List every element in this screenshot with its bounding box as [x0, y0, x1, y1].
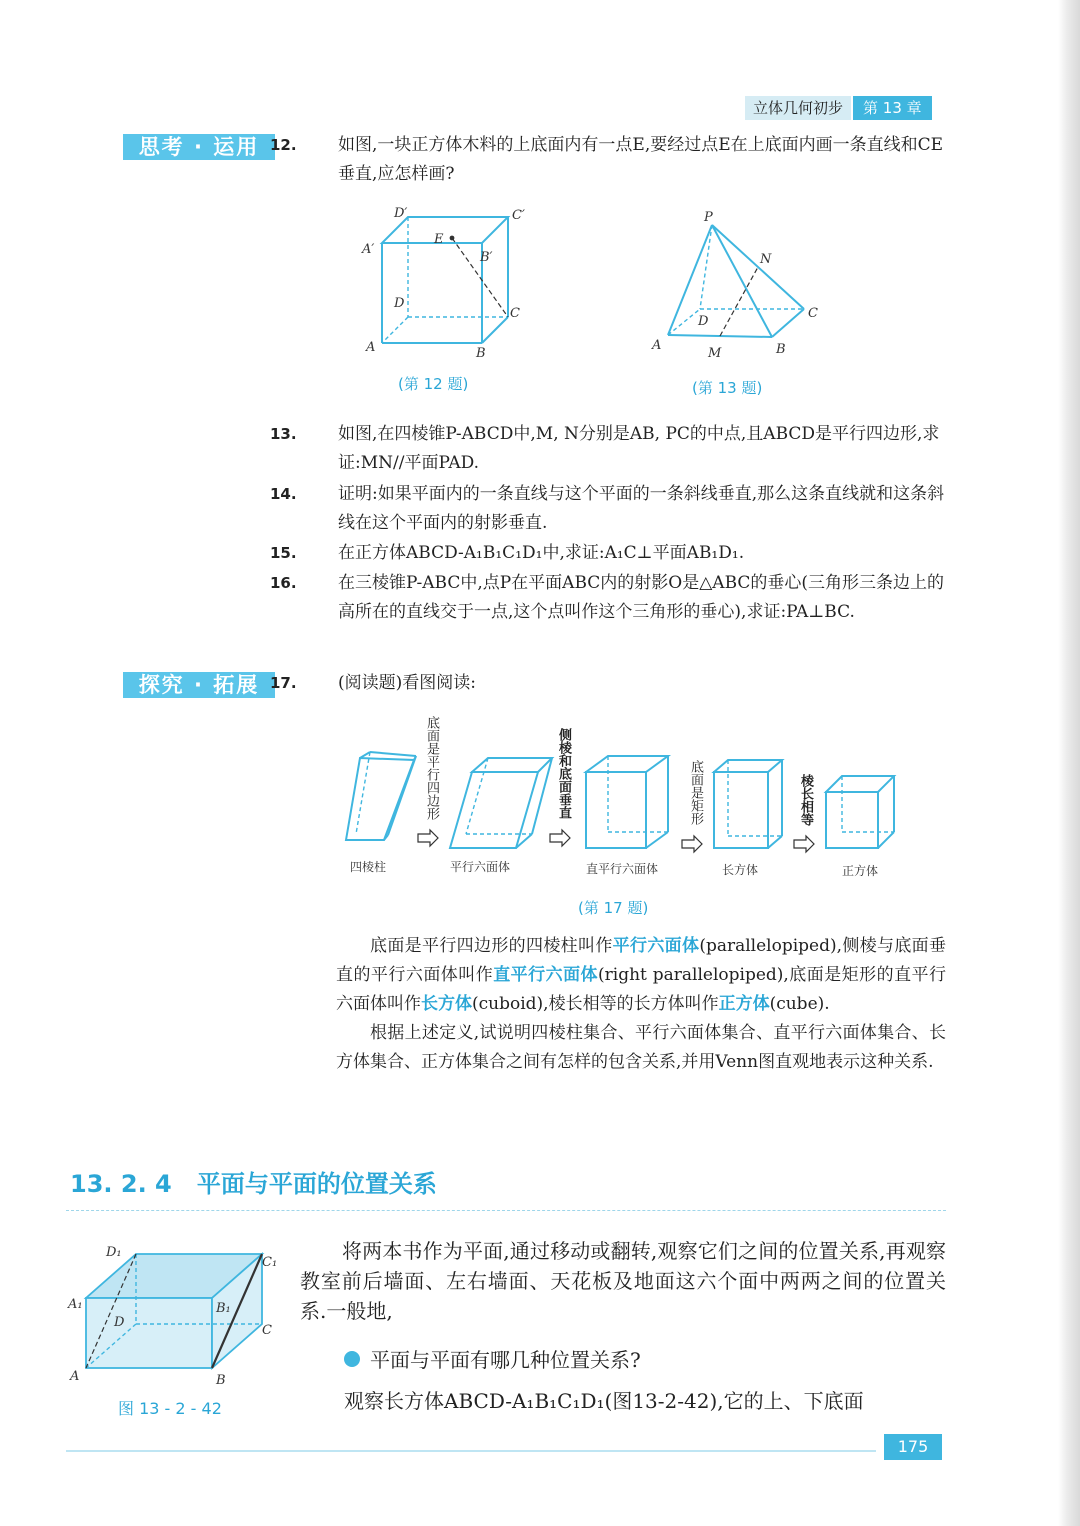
arrow-label: 侧棱和底面垂直 [556, 728, 571, 819]
bullet-dot-icon [344, 1351, 360, 1367]
label-e: E [434, 232, 444, 247]
page-number: 175 [884, 1434, 942, 1460]
observe-paragraph: 观察长方体ABCD-A₁B₁C₁D₁(图13-2-42),它的上、下底面 [344, 1389, 864, 1413]
label-p: P [704, 210, 713, 225]
label-a: A [366, 340, 376, 355]
right-arrow-icon [550, 830, 570, 846]
figure-12-cube [360, 205, 540, 365]
label-b1: B₁ [216, 1301, 231, 1316]
reading-text: (cube). [769, 994, 830, 1014]
reading-paragraph-2: 根据上述定义,试说明四棱柱集合、平行六面体集合、直平行六面体集合、长方体集合、正方体集合之间有怎样的包含关系,并用Venn图直观地表示这种关系. [336, 1023, 946, 1072]
shape-cube [826, 776, 894, 848]
problem-number: 16. [270, 574, 297, 592]
bullet-question-text: 平面与平面有哪几种位置关系? [370, 1348, 641, 1372]
caption-fig12: (第 12 题) [398, 375, 469, 393]
shape-right-parallelepiped [586, 756, 668, 848]
intro-paragraph: 将两本书作为平面,通过移动或翻转,观察它们之间的位置关系,再观察教室前后墙面、左右墙面、天花板及地面这六个面中两两之间的位置关系.一般地, [300, 1239, 946, 1323]
problem-12 [270, 131, 949, 189]
right-arrow-icon [682, 836, 702, 852]
problem-number: 17. [270, 674, 297, 692]
problem-14 [270, 480, 949, 538]
figure-13-2-42-cuboid [66, 1244, 286, 1394]
label-b1: B′ [480, 250, 493, 265]
term-right-parallelepiped: 直平行六面体 [493, 965, 599, 985]
shape-label: 四棱柱 [350, 860, 387, 874]
right-arrow-icon [794, 836, 814, 852]
explore-extend-label: 探究 · 拓展 [123, 672, 275, 698]
figure-13-pyramid [648, 205, 828, 365]
arrow-label: 棱长相等 [798, 774, 813, 826]
arrow-label: 底面是平行四边形 [424, 716, 439, 820]
term-cuboid: 长方体 [421, 994, 472, 1014]
page-edge [1058, 0, 1080, 1526]
footer-rule [66, 1450, 876, 1452]
problem-number: 13. [270, 425, 297, 443]
shape-parallelepiped [450, 758, 552, 848]
section-title: 平面与平面的位置关系 [196, 1170, 437, 1198]
chapter-header [745, 96, 932, 120]
arrow-label: 底面是矩形 [688, 760, 703, 825]
reading-text: (cuboid),棱长相等的长方体叫作 [472, 994, 719, 1014]
caption-fig13: (第 13 题) [692, 379, 763, 397]
label-a1: A′ [362, 242, 375, 257]
label-a: A [70, 1369, 80, 1384]
reading-text: (parallelopiped),侧棱与底面垂直的平行六面体叫作 [336, 936, 947, 985]
label-a: A [652, 338, 662, 353]
reading-text: (right parallelopiped),底面是矩形的直平行六面体叫作 [336, 965, 947, 1014]
label-c1: C₁ [262, 1255, 278, 1270]
reading-paragraph-1 [336, 932, 946, 1019]
problem-text: 在正方体ABCD-A₁B₁C₁D₁中,求证:A₁C⊥平面AB₁D₁. [338, 543, 745, 563]
think-apply-label: 思考 · 运用 [123, 134, 275, 160]
problem-text: 如图,一块正方体木料的上底面内有一点E,要经过点E在上底面内画一条直线和CE垂直,应怎样画? [338, 135, 944, 184]
label-d1: D₁ [106, 1245, 122, 1260]
label-c: C [808, 306, 818, 321]
label-d1: D′ [394, 206, 408, 221]
shape-label: 长方体 [722, 863, 759, 877]
problem-text: 证明:如果平面内的一条直线与这个平面的一条斜线垂直,那么这条直线就和这条斜线在这个平面内的射影垂直. [338, 484, 945, 533]
shape-label: 平行六面体 [450, 860, 511, 874]
label-a1: A₁ [68, 1297, 83, 1312]
label-c: C [510, 306, 520, 321]
right-arrow-icon [418, 830, 438, 846]
chapter-number: 第 13 章 [851, 96, 932, 120]
shape-label: 正方体 [842, 864, 879, 878]
chapter-title: 立体几何初步 [745, 96, 851, 120]
label-b: B [476, 346, 486, 361]
problem-number: 15. [270, 544, 297, 562]
label-d: D [114, 1315, 125, 1330]
label-c1: C′ [512, 208, 525, 223]
term-cube: 正方体 [718, 994, 770, 1014]
problem-text: (阅读题)看图阅读: [338, 673, 476, 693]
term-parallelepiped: 平行六面体 [612, 936, 700, 956]
section-heading [70, 1164, 437, 1199]
problem-13 [270, 420, 949, 478]
label-d: D [698, 314, 709, 329]
problem-number: 14. [270, 485, 297, 503]
problem-number: 12. [270, 136, 297, 154]
shape-label: 直平行六面体 [586, 862, 659, 876]
label-c: C [262, 1323, 272, 1338]
caption-fig42: 图 13 - 2 - 42 [118, 1399, 222, 1418]
label-b: B [776, 342, 786, 357]
label-b: B [216, 1373, 226, 1388]
reading-text: 底面是平行四边形的四棱柱叫作 [370, 936, 613, 956]
caption-fig17: (第 17 题) [578, 899, 649, 917]
problem-15 [270, 539, 949, 568]
problem-17 [270, 669, 949, 698]
problem-16 [270, 569, 949, 627]
section-divider [66, 1210, 946, 1211]
problem-text: 在三棱锥P-ABC中,点P在平面ABC内的射影O是△ABC的垂心(三角形三条边上的高所在的直线交于一点,这个点叫作这个三角形的垂心),求证:PA⊥BC. [338, 573, 945, 622]
label-d: D [394, 296, 405, 311]
label-n: N [760, 252, 772, 267]
shape-quad-prism [346, 752, 416, 840]
problem-text: 如图,在四棱锥P-ABCD中,M, N分别是AB, PC的中点,且ABCD是平行四边形,求证:MN//平面PAD. [338, 424, 940, 473]
shape-cuboid [714, 760, 782, 848]
section-number: 13. 2. 4 [70, 1170, 172, 1198]
bullet-question [344, 1344, 641, 1373]
label-m: M [708, 346, 722, 361]
